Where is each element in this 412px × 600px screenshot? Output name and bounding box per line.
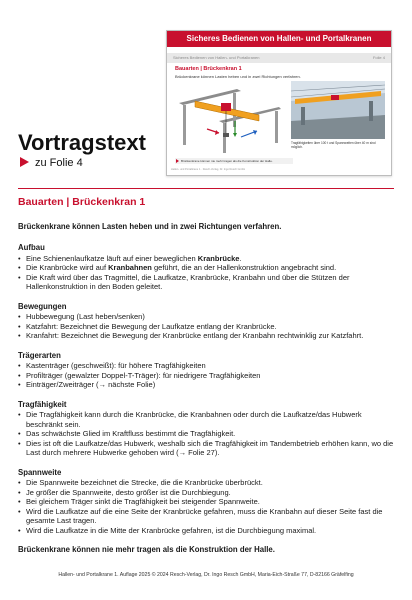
list-item: • Eine Schienenlaufkatze läuft auf einer beweglichen Kranbrücke.	[18, 254, 396, 264]
list-item: • Einträger/Zweiträger (→ nächste Folie)	[18, 380, 396, 390]
list-traegerarten	[18, 361, 396, 390]
slide-thumbnail	[166, 30, 392, 176]
heading-aufbau: Aufbau	[18, 243, 45, 252]
list-item: • Hubbewegung (Last heben/senken)	[18, 312, 396, 322]
page-footer: Hallen- und Portalkrane 1. Auflage 2025 © 2024 Resch-Verlag, Dr. Ingo Resch GmbH, Maria-Eich-Straße 77, D-82166 Gräfelfing	[58, 572, 354, 578]
list-item: • Kranfahrt: Bezeichnet die Bewegung der Kranbrücke entlang der Kranbahn rechtwinklig zur Katzfahrt.	[18, 331, 396, 341]
list-item: • Bei gleichem Träger sinkt die Tragfähigkeit bei steigender Spannweite.	[18, 497, 396, 507]
closing-statement: Brückenkrane können nie mehr tragen als die Konstruktion der Halle.	[18, 545, 275, 554]
list-item: • Wird die Laufkatze auf die eine Seite der Kranbrücke gefahren, muss die Kranbahn auf dieser Seite fast die gesamte Last tragen.	[18, 507, 396, 526]
list-aufbau	[18, 254, 396, 292]
slide-note-bar: Brückenkrane können nie mehr tragen als die Konstruktion der Halle.	[175, 158, 293, 164]
bridge-crane-diagram	[175, 81, 285, 157]
lead-paragraph: Brückenkrane können Lasten heben und in zwei Richtungen verfahren.	[18, 221, 282, 231]
heading-bewegungen: Bewegungen	[18, 301, 67, 311]
list-item: • Wird die Laufkatze in die Mitte der Kranbrücke gefahren, ist die Durchbiegung maximal.	[18, 526, 396, 536]
slide-subtitle: Brückenkrane können Lasten heben und in zwei Richtungen verfahren.	[175, 74, 301, 79]
section-title: Bauarten | Brückenkran 1	[18, 196, 146, 208]
list-tragfaehigkeit	[18, 410, 396, 458]
list-item: • Katzfahrt: Bezeichnet die Bewegung der Laufkatze entlang der Kranbrücke.	[18, 322, 396, 332]
slide-caption: Tragfähigkeiten über 100 t und Spannweiten über 40 m sind möglich.	[291, 141, 376, 149]
slide-header-text: Sicheres Bedienen von Hallen- und Portalkranen	[173, 55, 260, 60]
slide-footer: Hallen- und Portalkrane 1 · Resch-Verlag, Dr. Ingo Resch GmbH	[171, 168, 246, 171]
list-spannweite	[18, 478, 396, 535]
slide-page-number: Folie 4	[372, 55, 385, 60]
list-item: • Das schwächste Glied im Kraftfluss bestimmt die Tragfähigkeit.	[18, 429, 396, 439]
list-item: • Die Kraft wird über das Tragmittel, die Laufkatze, Kranbrücke, Kranbahn und über die Stützen der Hallenkonstruktion in den Boden geleitet.	[18, 273, 396, 292]
slide-reference	[20, 157, 83, 169]
divider	[18, 188, 394, 189]
heading-spannweite: Spannweite	[18, 467, 62, 477]
slide-title: Bauarten | Brückenkran 1	[175, 66, 242, 72]
list-item: • Dies ist oft die Laufkatze/das Hubwerk, weshalb sich die Tragfähigkeit im Tandembetrieb erhöhen kann, wo die Last durch mehrere Hubwerke gehoben wird (→ Folie 27).	[18, 439, 396, 458]
list-item: • Die Spannweite bezeichnet die Strecke, die die Kranbrücke überbrückt.	[18, 478, 396, 488]
slide-header	[167, 53, 391, 63]
list-item: • Die Kranbrücke wird auf Kranbahnen geführt, die an der Hallenkonstruktion angebracht sind.	[18, 263, 396, 273]
page-title: Vortragstext	[18, 130, 146, 155]
list-bewegungen	[18, 312, 396, 341]
slide-banner: Sicheres Bedienen von Hallen- und Portalkranen	[167, 31, 391, 47]
list-item: • Kastenträger (geschweißt): für höhere Tragfähigkeiten	[18, 361, 396, 371]
heading-traegerarten: Trägerarten	[18, 350, 61, 360]
heading-tragfaehigkeit: Tragfähigkeit	[18, 399, 67, 409]
slide-reference-text: zu Folie 4	[35, 157, 83, 169]
lecture-text	[18, 198, 396, 555]
hall-crane-photo	[291, 81, 385, 139]
list-item: • Je größer die Spannweite, desto größer ist die Durchbiegung.	[18, 488, 396, 498]
red-triangle-icon	[20, 157, 29, 167]
list-item: • Die Tragfähigkeit kann durch die Kranbrücke, die Kranbahnen oder durch die Laufkatze/das Hubwerk beschränkt sein.	[18, 410, 396, 429]
list-item: • Profilträger (gewalzter Doppel-T-Träger): für niedrigere Tragfähigkeiten	[18, 371, 396, 381]
